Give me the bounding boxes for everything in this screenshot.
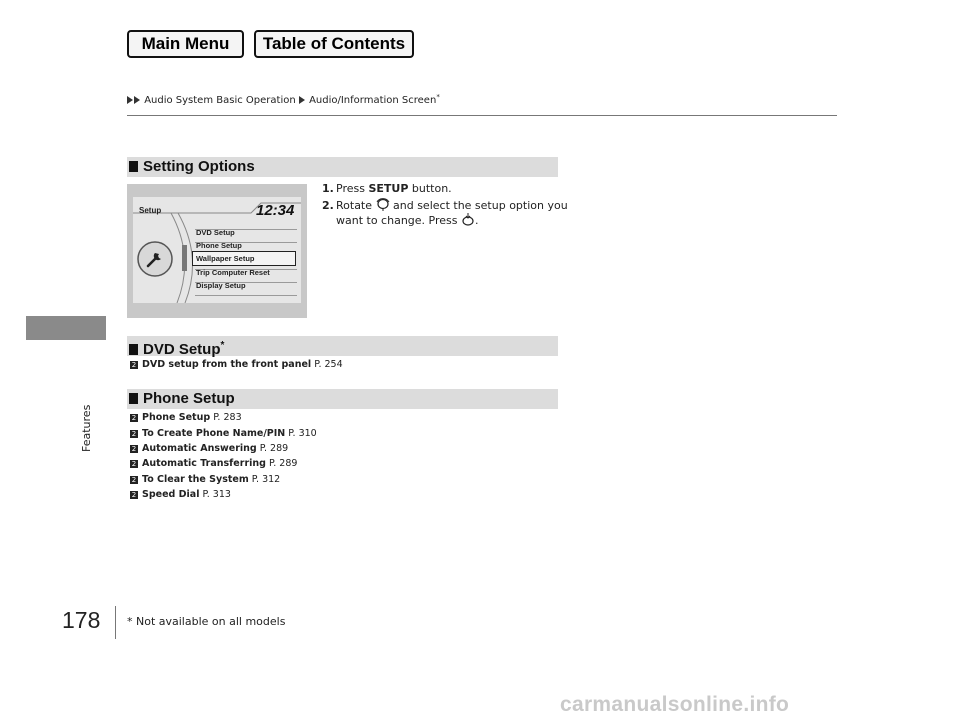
- link-phone-setup[interactable]: [130, 412, 242, 423]
- reference-arrow-icon: 2: [131, 430, 137, 438]
- main-menu-button[interactable]: Main Menu: [127, 30, 244, 58]
- setup-screen: [133, 197, 301, 303]
- link-page: P. 313: [202, 489, 231, 500]
- step-2: [322, 198, 568, 212]
- link-title: Automatic Answering: [142, 443, 257, 454]
- section-tab: [26, 316, 106, 340]
- watermark: carmanualsonline.info: [560, 693, 790, 716]
- reference-arrow-icon: 2: [131, 445, 137, 453]
- section-square-icon: [129, 344, 138, 355]
- footer-divider: [115, 606, 116, 639]
- breadcrumb-arrow-icon: [299, 96, 305, 104]
- press-knob-icon: [461, 213, 475, 226]
- breadcrumb-arrow-icon: [134, 96, 140, 104]
- section-header-phone-setup: [127, 389, 558, 409]
- link-automatic-answering[interactable]: [130, 443, 288, 454]
- section-title: Phone Setup: [143, 390, 235, 407]
- section-header-dvd-setup: [127, 336, 558, 356]
- step-text: Rotate: [336, 199, 376, 212]
- menu-item-phone-setup[interactable]: Phone Setup: [196, 241, 242, 250]
- reference-arrow-icon: 2: [131, 414, 137, 422]
- link-title: Phone Setup: [142, 412, 211, 423]
- breadcrumb-item-audio-info-screen[interactable]: Audio/Information Screen: [309, 95, 437, 106]
- section-star: *: [220, 340, 225, 351]
- link-clear-the-system[interactable]: [130, 474, 280, 485]
- link-title: Speed Dial: [142, 489, 200, 500]
- link-title: To Clear the System: [142, 474, 249, 485]
- link-title: To Create Phone Name/PIN: [142, 428, 286, 439]
- step-1: [322, 182, 452, 195]
- step-number: 1.: [322, 182, 334, 195]
- link-create-phone-name-pin[interactable]: [130, 428, 317, 439]
- step-text: button.: [408, 182, 452, 195]
- menu-item-wallpaper-setup[interactable]: Wallpaper Setup: [196, 254, 255, 263]
- screen-clock: 12:34: [256, 202, 295, 219]
- reference-arrow-icon: 2: [131, 491, 137, 499]
- setup-button-label: SETUP: [368, 182, 409, 195]
- breadcrumb-item-audio-basic[interactable]: Audio System Basic Operation: [144, 95, 296, 106]
- reference-arrow-icon: 2: [131, 460, 137, 468]
- step-number: 2.: [322, 199, 334, 212]
- link-page: P. 254: [314, 359, 343, 370]
- menu-item-trip-computer-reset[interactable]: Trip Computer Reset: [196, 268, 270, 277]
- breadcrumb-arrow-icon: [127, 96, 133, 104]
- reference-arrow-icon: 2: [131, 361, 137, 369]
- link-speed-dial[interactable]: [130, 489, 231, 500]
- footnote: * Not available on all models: [127, 615, 286, 628]
- section-title: DVD Setup: [143, 341, 221, 358]
- link-page: P. 310: [288, 428, 317, 439]
- link-page: P. 312: [251, 474, 281, 485]
- link-dvd-setup-front-panel[interactable]: [130, 359, 343, 370]
- screen-title: Setup: [139, 206, 162, 215]
- menu-item-dvd-setup[interactable]: DVD Setup: [196, 228, 235, 237]
- link-title: DVD setup from the front panel: [142, 359, 312, 370]
- header-divider: [127, 115, 837, 116]
- table-of-contents-button[interactable]: Table of Contents: [254, 30, 414, 58]
- link-page: P. 289: [259, 443, 289, 454]
- step-2-continued: [336, 213, 478, 227]
- link-title: Automatic Transferring: [142, 458, 266, 469]
- wrench-icon: [145, 249, 165, 269]
- menu-divider: [195, 295, 297, 296]
- breadcrumb: [127, 93, 440, 106]
- menu-item-display-setup[interactable]: Display Setup: [196, 281, 246, 290]
- link-page: P. 283: [213, 412, 242, 423]
- section-label: Features: [80, 404, 93, 452]
- step-text: want to change. Press: [336, 214, 461, 227]
- step-text: and select the setup option you: [389, 199, 568, 212]
- step-text: .: [474, 214, 479, 227]
- breadcrumb-star: *: [436, 93, 440, 101]
- section-title: Setting Options: [143, 158, 255, 175]
- page-number: 178: [62, 607, 101, 633]
- reference-arrow-icon: 2: [131, 476, 137, 484]
- step-text: Press: [336, 182, 369, 195]
- section-square-icon: [129, 393, 138, 404]
- section-header-setting-options: [127, 157, 558, 177]
- link-automatic-transferring[interactable]: [130, 458, 297, 469]
- section-square-icon: [129, 161, 138, 172]
- rotate-knob-icon: [376, 198, 390, 211]
- link-page: P. 289: [268, 458, 298, 469]
